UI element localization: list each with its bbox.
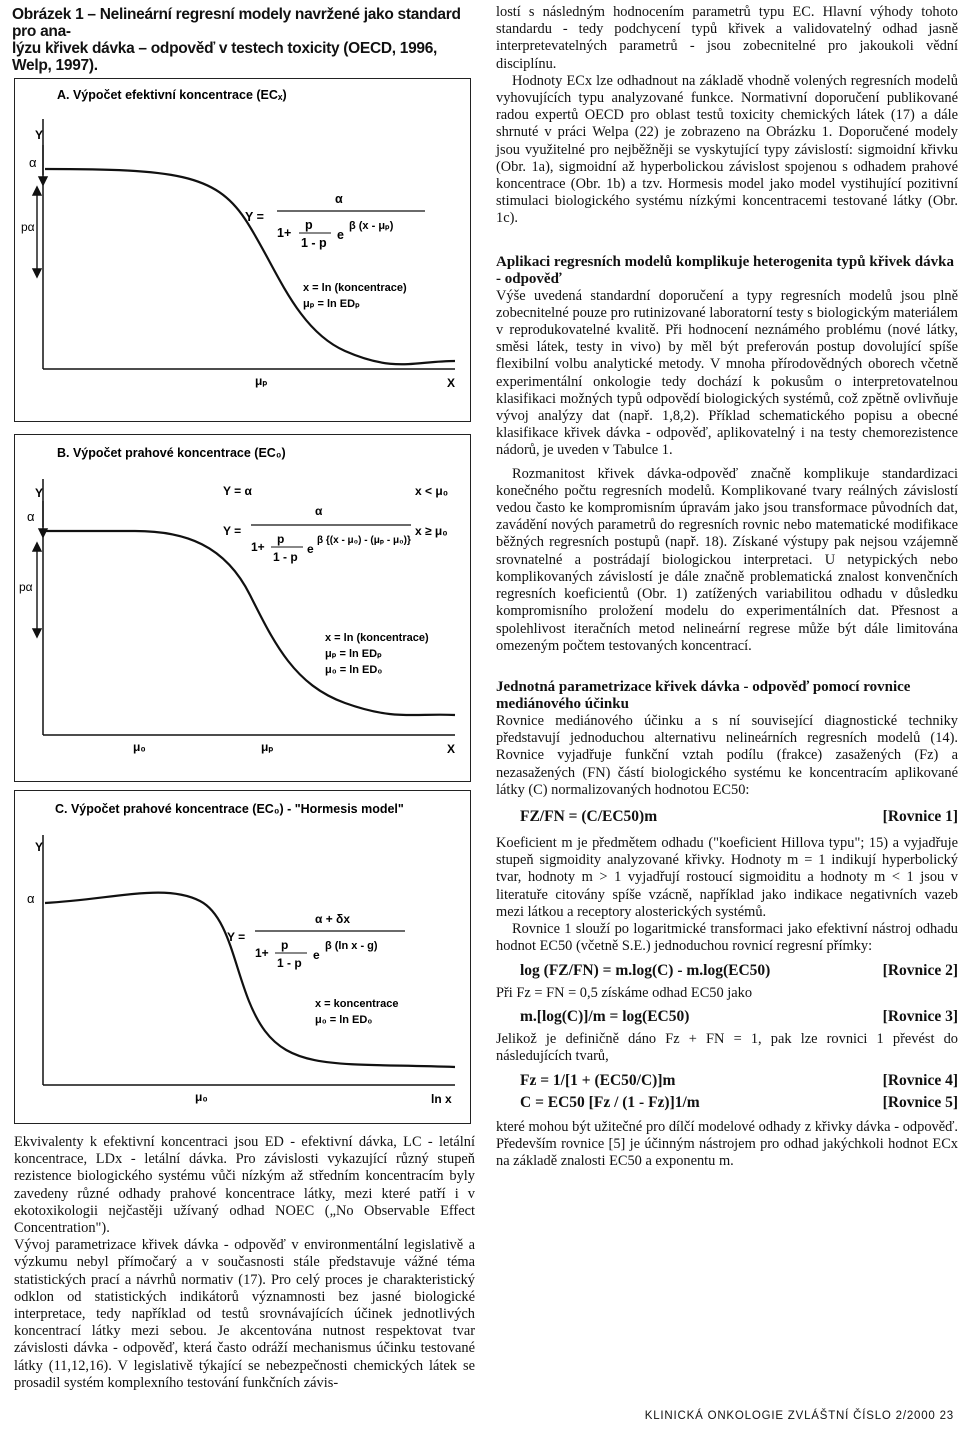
panel-a-p-alpha: pα xyxy=(21,220,35,234)
svg-text:x = ln (koncentrace): x = ln (koncentrace) xyxy=(325,632,429,644)
panel-b-arrows xyxy=(33,501,47,637)
panel-a-plot xyxy=(15,79,470,421)
section-heading-1: Aplikaci regresních modelů komplikuje heterogenita typů křivek dávka - odpověď xyxy=(496,253,954,287)
panel-c-alpha: α xyxy=(27,891,35,906)
svg-text:x ≥ μ₀: x ≥ μ₀ xyxy=(415,524,448,538)
figure-panel-a xyxy=(14,78,471,422)
right-column xyxy=(496,4,958,1171)
svg-text:β (x - μₚ): β (x - μₚ) xyxy=(349,220,394,232)
equation-3: m.[log(C)]/m = log(EC50) [Rovnice 3] xyxy=(520,1007,958,1025)
panel-a-x-label: X xyxy=(447,376,456,390)
svg-text:β {(x - μ₀) - (μₚ - μ₀)}: β {(x - μ₀) - (μₚ - μ₀)} xyxy=(317,535,411,546)
svg-text:β (ln x - g): β (ln x - g) xyxy=(325,940,378,952)
panel-a-formula xyxy=(245,192,425,310)
panel-a-y-label: Y xyxy=(35,128,44,142)
svg-text:x < μ₀: x < μ₀ xyxy=(415,484,449,498)
figure-panel-b xyxy=(14,434,471,782)
equation-1: FZ/FN = (C/EC50)m [Rovnice 1] xyxy=(520,807,958,825)
panel-b-plot xyxy=(15,435,470,781)
svg-text:e: e xyxy=(307,542,314,556)
svg-text:e: e xyxy=(313,948,320,962)
panel-b-x-label: X xyxy=(447,742,456,756)
panel-c-x-tick: μ₀ xyxy=(195,1090,208,1104)
svg-text:1 - p: 1 - p xyxy=(273,550,298,564)
svg-text:x = ln (koncentrace): x = ln (koncentrace) xyxy=(303,282,407,294)
panel-b-curve xyxy=(45,531,455,715)
panel-a-x-tick: μₚ xyxy=(255,374,268,388)
panel-b-formula xyxy=(223,484,448,676)
svg-text:Y = α: Y = α xyxy=(223,484,252,498)
page-footer: KLINICKÁ ONKOLOGIE ZVLÁŠTNÍ ČÍSLO 2/2000 23 xyxy=(644,1410,954,1422)
panel-b-title: B. Výpočet prahové koncentrace (EC₀) xyxy=(57,446,286,460)
svg-text:μ₀ = ln ED₀: μ₀ = ln ED₀ xyxy=(315,1014,373,1026)
equation-5: C = EC50 [Fz / (1 - Fz)]1/m [Rovnice 5] xyxy=(520,1093,958,1111)
svg-text:α: α xyxy=(315,504,323,518)
panel-b-p-alpha: pα xyxy=(19,580,33,594)
panel-c-y-label: Y xyxy=(35,840,44,854)
svg-text:1 - p: 1 - p xyxy=(277,956,302,970)
right-paragraph-5: Rovnice mediánového účinku a s ní související diagnostické techniky představují jednoduchou alternativu nelineárních regresních modelů (14). Rovnice vyjadřuje funkční vztah podílu (frakce) zasažených (Fz) a nezasažených (FN) částí biologického systému ke koncentracím aplikované látky (C) normalizovaných hodnotou EC50: xyxy=(496,712,958,798)
panel-c-curve xyxy=(45,893,455,1067)
right-paragraph-9: Jelikož je definičně dáno Fz + FN = 1, pak lze rovnici 1 převést do následujících tvarů, xyxy=(496,1030,958,1064)
right-paragraph-4: Rozmanitost křivek dávka-odpověď značně komplikuje standardizaci konečného počtu regresních modelů. Komplikované tvary reálných závislostí vedou často ke kompromisním úpravám jako jsou transformace původních dat, zavádění nových parametrů do regresních rovnic nebo matematické modifikace běžných regresních postupů (např. 18). Získané výstupy pak nejsou vzájemně srovnatelné a postrádají biologickou interpretaci. U netypických nebo komplikovaných závislostí je dále značně problematická znalost konvenčních regresních koeficientů (Obr. 1) zatížených variabilitou odhadu v důsledku kompromisního proložení modelu do experimentálních dat. Přesnost a spolehlivost iteračních metod nelineární regrese může být dále limitována omezeným počtem testovaných koncentrací. xyxy=(496,465,958,654)
panel-b-alpha: α xyxy=(27,509,35,524)
svg-text:1 - p: 1 - p xyxy=(301,236,327,250)
right-paragraph-7: Rovnice 1 slouží po logaritmické transformaci jako efektivní nástroj odhadu hodnot EC50 (včetně S.E.) jednoduchou rovnicí regresní přímky: xyxy=(496,920,958,955)
panel-a-title: A. Výpočet efektivní koncentrace (ECₓ) xyxy=(57,88,287,102)
right-paragraph-2: Hodnoty ECx lze odhadnout na základě vhodně volených regresních modelů vyhovujících typu analyzované funkce. Normativní doporučení publikované radou expertů OECD pro oblast testů toxicity chemických látek (17) a dále shrnuté v práci Welpa (22) je zobrazeno na Obrázku 1. Doporučené modely jsou využitelné pro nejběžněji se vyskytující typy závislostí: sigmoidní křivku (Obr. 1a), sigmoidní až hyperbolickou závislost spojenou s odhadem prahové koncentrace (Obr. 1b) a tzv. Hormesis model jako model vystihující pozitivní stimulaci biologického systému nízkými koncentracemi testované látky (Obr. 1c). xyxy=(496,72,958,227)
left-paragraph-2: Vývoj parametrizace křivek dávka - odpověď v environmentální legislativě a výzkumu nebyl přímočarý a v současnosti stále představuje vážné téma statistických prací a návrhů normativ (17). Pro celý proces je charakteristický odklon od statistických indikátorů významnosti bez jasné biologické interpretace, tedy například od testů srovnávajících účinek jednotlivých koncentrací látky mezi sebou. Je akcentována nutnost respektovat tvar závislosti dávka - odpověď, která často odráží mechanismus účinku testované látky (11,12,16). V legislativě týkající se nebezpečnosti chemických látek se prosadil systém komplexního testování funkčních závis- xyxy=(14,1237,475,1391)
svg-text:μₚ = ln EDₚ: μₚ = ln EDₚ xyxy=(325,648,382,660)
panel-c-title: C. Výpočet prahové koncentrace (EC₀) - "Hormesis model" xyxy=(55,802,404,816)
svg-text:p: p xyxy=(281,938,289,952)
svg-text:x = koncentrace: x = koncentrace xyxy=(315,998,399,1010)
svg-text:α: α xyxy=(335,192,343,206)
section-heading-2: Jednotná parametrizace křivek dávka - odpověď pomocí rovnice mediánového účinku xyxy=(496,678,911,712)
left-body xyxy=(12,1134,475,1392)
right-paragraph-3: Výše uvedená standardní doporučení a typy regresních modelů jsou plně zobecnitelné pouze pro rutinizované laboratorní testy s biologickým materiálem v reprodukovatelné kvalitě. Při hodnocení neznámého problému (nové látky, směsi látek, testy in vivo) by měl být preferován postup dovolující spíše flexibilní volbu analytické metody. V mnoha přírodovědných oborech včetně experimentální onkologie tedy dochází k pokusům o interpretovatelnou klasifikaci možných typů odpovědí biologických systémů, což zpětně ovlivňuje vývoj analýzy dat (např. 1,8,2). Příklad schematického popisu a obecné klasifikace křivek dávka - odpověď, aplikovatelný i na testy chemorezistence nádorů, je uveden v Tabulce 1. xyxy=(496,287,958,459)
panel-b-x-tick-2: μₚ xyxy=(261,740,274,754)
svg-text:1+: 1+ xyxy=(255,946,269,960)
panel-c-plot xyxy=(15,791,470,1123)
panel-b-x-tick-1: μ₀ xyxy=(133,740,146,754)
panel-c-x-label: ln x xyxy=(431,1092,452,1106)
svg-text:μ₀ = ln ED₀: μ₀ = ln ED₀ xyxy=(325,664,383,676)
equation-2: log (FZ/FN) = m.log(C) - m.log(EC50) [Rovnice 2] xyxy=(520,962,958,980)
equation-4: Fz = 1/[1 + (EC50/C)]m [Rovnice 4] xyxy=(520,1071,958,1089)
svg-text:p: p xyxy=(277,532,285,546)
figure-title: Obrázek 1 – Nelineární regresní modely navržené jako standard pro ana- lýzu křivek dávka – odpověď v testech toxicity (OECD, 1996, Welp, 1997). xyxy=(12,6,461,74)
left-paragraph-1: Ekvivalenty k efektivní koncentraci jsou ED - efektivní dávka, LC - letální koncentrace, LDx - letální dávka. Pro závislosti vykazující různý stupeň rezistence biologického systému vůči nízkým až středním koncentracím byly zavedeny různé odhady prahové koncentrace látky, mezi které patří i v ekotoxikologii nejčastěji užívaný odhad NOEC („No Observable Effect Concentration"). xyxy=(14,1134,475,1237)
svg-text:Y =: Y = xyxy=(245,210,264,224)
panel-c-formula xyxy=(227,912,405,1026)
right-paragraph-1: lostí s následným hodnocením parametrů typu EC. Hlavní výhody tohoto standardu - tedy podchycení typů křivek a validovatelný odhad jasně interpretevatelných parametrů - jsou zobecnitelné pro jakoukoli vědní disciplínu. xyxy=(496,4,958,72)
panel-a-curve xyxy=(45,169,455,364)
figure-panel-c xyxy=(14,790,471,1124)
svg-text:Y =: Y = xyxy=(227,930,246,944)
svg-text:μₚ = ln EDₚ: μₚ = ln EDₚ xyxy=(303,298,360,310)
svg-text:1+: 1+ xyxy=(251,540,265,554)
right-paragraph-10: které mohou být užitečné pro dílčí modelové odhady z křivky dávka - odpověď. Především rovnice [5] je účinným nástrojem pro odhad jakýchkoli hodnot ECx na základě znalosti EC50 a exponentu m. xyxy=(496,1118,958,1170)
panel-a-alpha: α xyxy=(29,155,37,170)
svg-text:e: e xyxy=(337,228,344,242)
svg-text:Y =: Y = xyxy=(223,524,242,538)
left-column xyxy=(12,6,475,1392)
svg-text:p: p xyxy=(305,218,313,232)
svg-text:1+: 1+ xyxy=(277,226,292,240)
right-paragraph-6: Koeficient m je předmětem odhadu ("koeficient Hillova typu"; 15) a vyjadřuje stupeň sigmoidity analyzované křivky. Hodnoty m = 1 indikují hyperbolický tvar, hodnoty m > 1 vyjadřují rostoucí sigmoiditu a hodnoty m < 1 jsou v literatuře citovány spíše vzácně, například jako indikace negativních vazeb mezi látkou a receptory alosterických systémů. xyxy=(496,834,958,920)
panel-b-y-label: Y xyxy=(35,486,44,500)
svg-text:α + δx: α + δx xyxy=(315,912,351,926)
right-paragraph-8: Při Fz = FN = 0,5 získáme odhad EC50 jako xyxy=(496,985,753,1002)
